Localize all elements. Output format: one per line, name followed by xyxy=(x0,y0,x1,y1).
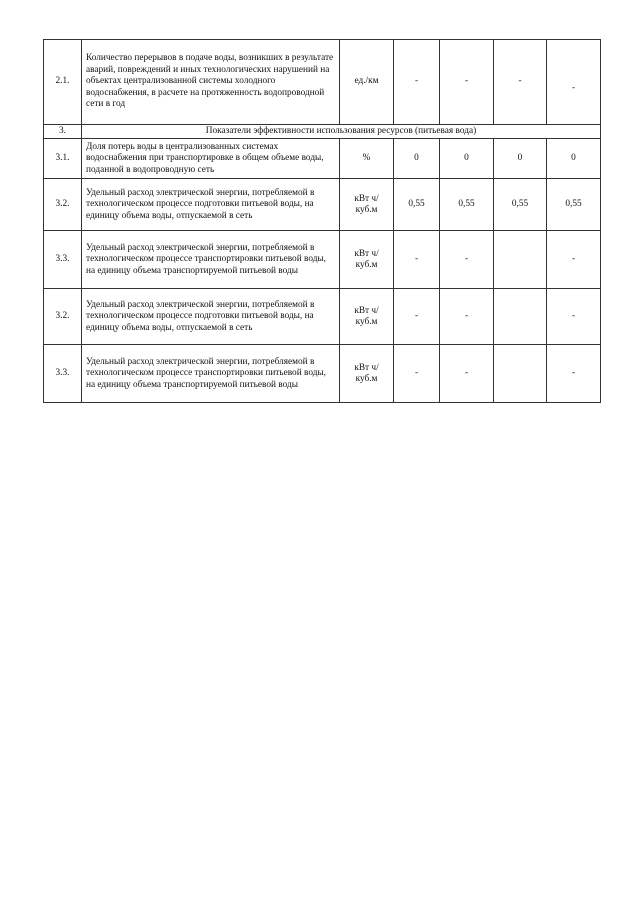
table-row xyxy=(44,40,601,125)
value-cell: - xyxy=(440,345,494,403)
value-cell: 0 xyxy=(494,139,547,179)
table-row xyxy=(44,231,601,289)
indicator-name: Количество перерывов в подаче воды, возникших в результате аварий, повреждений и иных технологических нарушений на объектах централизованной системы холодного водоснабжения, в расчете на протяженность водопроводной сети в год xyxy=(82,40,340,125)
value-cell: 0,55 xyxy=(440,179,494,231)
indicator-name: Доля потерь воды в централизованных системах водоснабжения при транспортировке в общем объеме воды, поданной в водопроводную сеть xyxy=(82,139,340,179)
value-cell: - xyxy=(547,345,601,403)
value-cell: - xyxy=(547,40,601,125)
indicator-name: Удельный расход электрической энергии, потребляемой в технологическом процессе подготовки питьевой воды, на единицу объема воды, отпускаемой в сеть xyxy=(82,179,340,231)
unit-cell: ед./км xyxy=(340,40,394,125)
value-cell: - xyxy=(394,345,440,403)
unit-cell: кВт ч/куб.м xyxy=(340,179,394,231)
unit-cell: кВт ч/куб.м xyxy=(340,345,394,403)
row-number: 3.2. xyxy=(44,289,82,345)
value-cell: - xyxy=(547,231,601,289)
table-row xyxy=(44,139,601,179)
unit-cell: % xyxy=(340,139,394,179)
table-row xyxy=(44,289,601,345)
value-cell xyxy=(494,345,547,403)
value-cell: - xyxy=(440,289,494,345)
row-number: 3.3. xyxy=(44,345,82,403)
row-number: 3.3. xyxy=(44,231,82,289)
unit-cell: кВт ч/куб.м xyxy=(340,231,394,289)
indicators-table xyxy=(43,39,601,403)
indicator-name: Удельный расход электрической энергии, потребляемой в технологическом процессе транспортировки питьевой воды, на единицу объема транспортируемой питьевой воды xyxy=(82,231,340,289)
row-number: 2.1. xyxy=(44,40,82,125)
value-cell xyxy=(494,289,547,345)
value-cell xyxy=(494,231,547,289)
value-cell: - xyxy=(494,40,547,125)
table-row xyxy=(44,345,601,403)
row-number: 3.1. xyxy=(44,139,82,179)
value-cell: - xyxy=(547,289,601,345)
table-row xyxy=(44,179,601,231)
value-cell: - xyxy=(394,40,440,125)
row-number: 3.2. xyxy=(44,179,82,231)
indicator-name: Удельный расход электрической энергии, потребляемой в технологическом процессе транспортировки питьевой воды, на единицу объема транспортируемой питьевой воды xyxy=(82,345,340,403)
value-cell: - xyxy=(440,40,494,125)
section-title: Показатели эффективности использования ресурсов (питьевая вода) xyxy=(82,125,601,139)
table-body xyxy=(44,40,601,403)
unit-cell: кВт ч/куб.м xyxy=(340,289,394,345)
value-cell: 0 xyxy=(394,139,440,179)
value-cell: - xyxy=(394,289,440,345)
section-number: 3. xyxy=(44,125,82,139)
section-row xyxy=(44,125,601,139)
value-cell: 0 xyxy=(440,139,494,179)
value-cell: 0,55 xyxy=(547,179,601,231)
indicator-name: Удельный расход электрической энергии, потребляемой в технологическом процессе подготовки питьевой воды, на единицу объема воды, отпускаемой в сеть xyxy=(82,289,340,345)
value-cell: - xyxy=(394,231,440,289)
value-cell: - xyxy=(440,231,494,289)
value-cell: 0 xyxy=(547,139,601,179)
value-cell: 0,55 xyxy=(394,179,440,231)
value-cell: 0,55 xyxy=(494,179,547,231)
